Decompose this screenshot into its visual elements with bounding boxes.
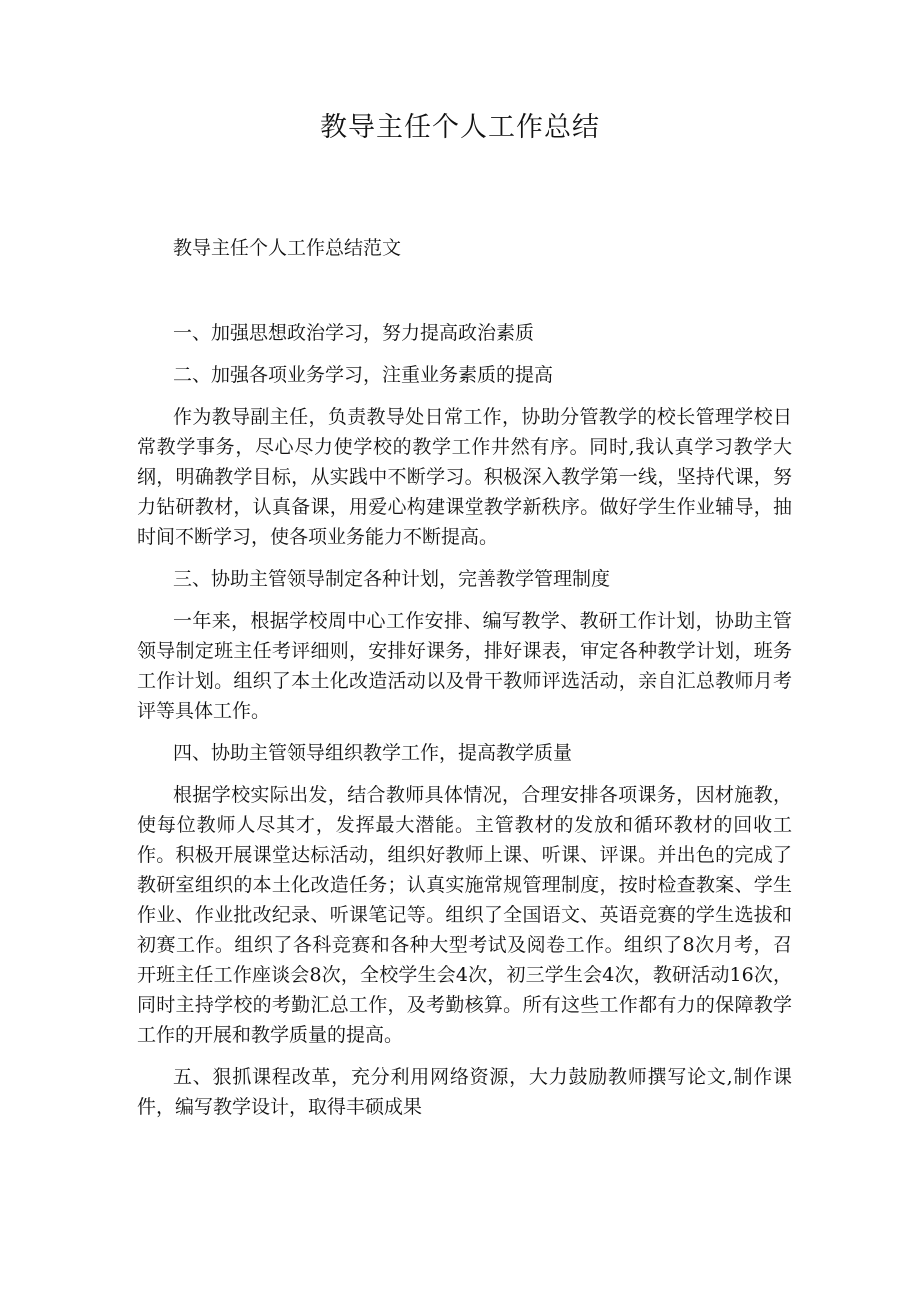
document-title: 教导主任个人工作总结	[320, 112, 600, 143]
body-paragraph: 五、狠抓课程改革，充分利用网络资源，大力鼓励教师撰写论文,制作课件，编写教学设计，取得丰硕成果	[137, 1066, 792, 1118]
document-subtitle: 教导主任个人工作总结范文	[173, 237, 402, 259]
section-heading: 四、协助主管领导组织教学工作，提高教学质量	[173, 742, 573, 764]
body-paragraph: 根据学校实际出发，结合教师具体情况，合理安排各项课务，因材施教，使每位教师人尽其才，发挥最大潜能。主管教材的发放和循环教材的回收工作。积极开展课堂达标活动，组织好教师上课、听课、评课。并出色的完成了教研室组织的本土化改造任务；认真实施常规管理制度，按时检查教案、学生作业、作业批改纪录、听课笔记等。组织了全国语文、英语竞赛的学生选拔和初赛工作。组织了各科竞赛和各种大型考试及阅卷工作。组织了8次月考，召开班主任工作座谈会8次，全校学生会4次，初三学生会4次，教研活动16次，同时主持学校的考勤汇总工作，及考勤核算。所有这些工作都有力的保障教学工作的开展和教学质量的提高。	[137, 784, 792, 1046]
body-paragraph: 一年来，根据学校周中心工作安排、编写教学、教研工作计划，协助主管领导制定班主任考评细则，安排好课务，排好课表，审定各种教学计划，班务工作计划。组织了本土化改造活动以及骨干教师评选活动，亲自汇总教师月考评等具体工作。	[137, 610, 792, 722]
section-heading: 一、加强思想政治学习，努力提高政治素质	[173, 322, 535, 344]
section-heading: 二、加强各项业务学习，注重业务素质的提高	[173, 364, 554, 386]
document-body	[137, 318, 792, 1134]
body-paragraph: 作为教导副主任，负责教导处日常工作，协助分管教学的校长管理学校日常教学事务，尽心尽力使学校的教学工作井然有序。同时,我认真学习教学大纲，明确教学目标，从实践中不断学习。积极深入教学第一线，坚持代课，努力钻研教材，认真备课，用爱心构建课堂教学新秩序。做好学生作业辅导，抽时间不断学习，使各项业务能力不断提高。	[137, 406, 792, 548]
section-heading: 三、协助主管领导制定各种计划，完善教学管理制度	[173, 568, 611, 590]
